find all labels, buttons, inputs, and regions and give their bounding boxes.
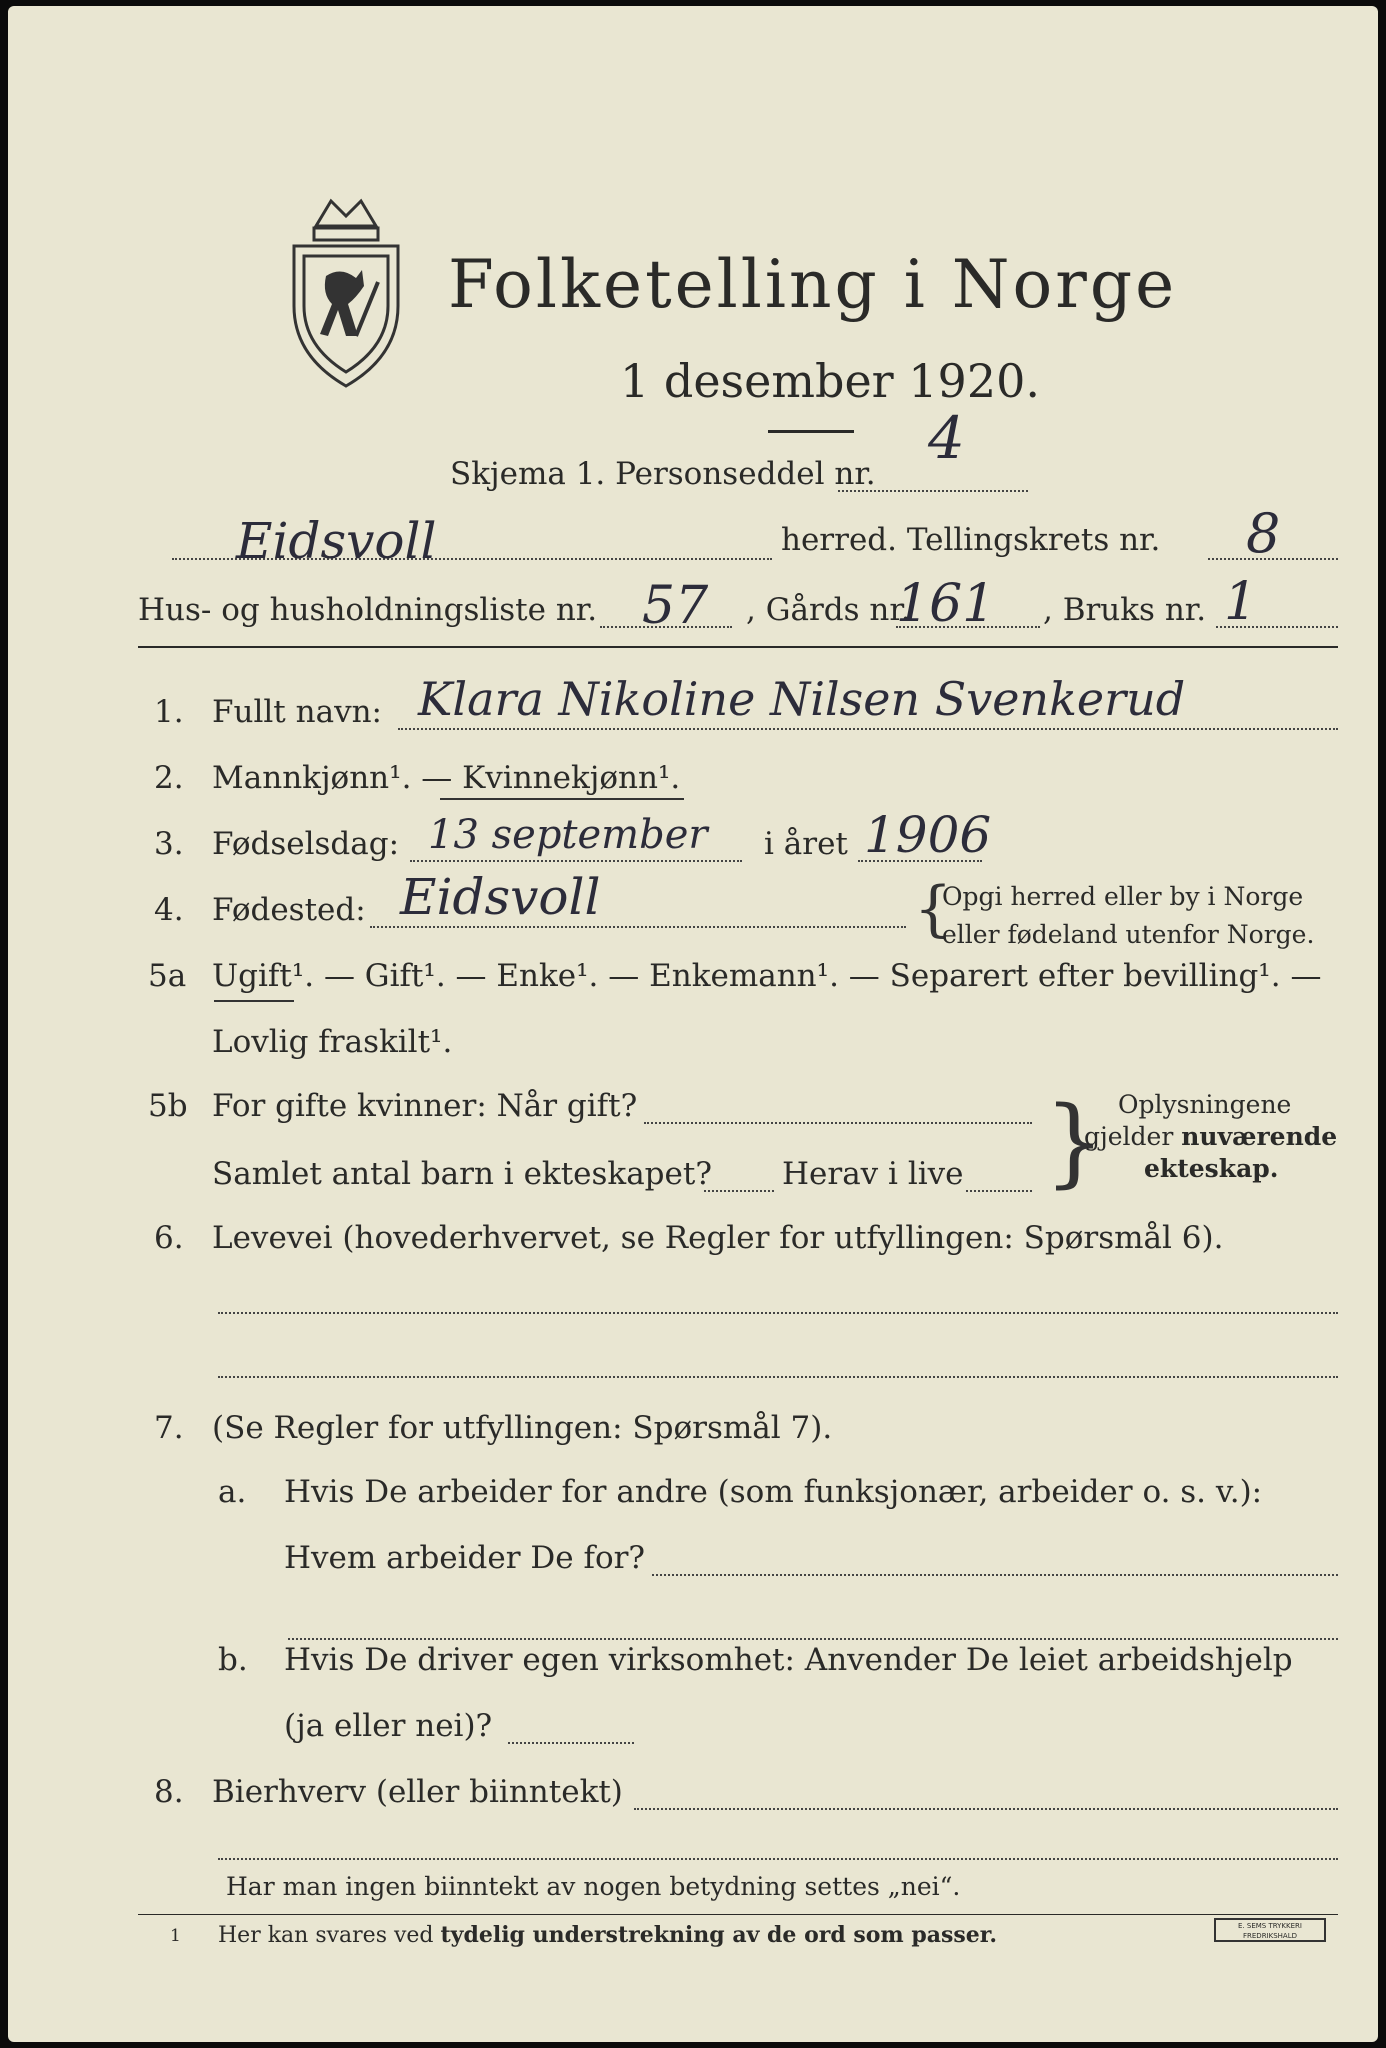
q7a-label: Hvis De arbeider for andre (som funksjonær, arbeider o. s. v.):	[284, 1474, 1263, 1510]
holding-number-label: , Bruks nr.	[1043, 592, 1207, 628]
census-district-number: 8	[1246, 502, 1281, 565]
marital-underline-mark	[214, 1000, 294, 1002]
census-form: Folketelling i Norge 1 desember 1920. Skjema 1. Personseddel nr. 4 Eidsvoll herred. Tellingskrets nr. 8 Hus- og husholdningsliste nr. 57 , Gårds nr. 161 , Bruks nr. 1 1. Fullt navn: Klara Nikoline Nilsen Svenkerud 2. Mannkjønn¹. — Kvinnekjønn¹. 3. Fødselsdag: 13 september i året 1906 4. Fødested: Eidsvoll { Opgi herred eller by i Norge eller fødeland utenfor Norge. 5a Ugift¹. — Gift¹. — Enke¹. — Enkemann¹. — Separert efter bevilling¹. — Lovlig fraskilt¹. 5b For gifte kvinner: Når gift? Samlet antal barn i ekteskapet? Herav i live } Oplysningene gjelder nuværende ekteskap. 6. Levevei (hovederhvervet, se Regler for utfyllingen: Spørsmål 6). 7. (Se Regler for utfyllingen: Spørsmål 7). a. Hvis De arbeider for andre (som funksjonær, arbeider o. s. v.): Hvem arbeider De for? b. Hvis De driver egen virksomhet: Anvender De leiet arbeidshjelp (ja eller nei)? 8. Bierhverv (eller biinntekt) Har man ingen biinntekt av nogen betydning settes „nei“. 1 Her kan svares ved tydelig understrekning av de ord som passer. E. SEMS TRYKKERI FREDRIKSHALD	[8, 6, 1378, 2042]
birthplace-value: Eidsvoll	[400, 868, 601, 926]
holding-number: 1	[1224, 572, 1258, 632]
birth-date-label: Fødselsdag:	[212, 826, 400, 862]
schema-label: Skjema 1. Personseddel nr.	[450, 456, 876, 492]
sex-underline-mark	[440, 798, 684, 800]
children-alive-label: Herav i live	[782, 1156, 964, 1192]
birthplace-note-1: Opgi herred eller by i Norge	[942, 882, 1304, 911]
birth-date-value: 13 september	[428, 812, 708, 858]
sex-options: Mannkjønn¹. — Kvinnekjønn¹.	[212, 760, 681, 796]
full-name-value: Klara Nikoline Nilsen Svenkerud	[418, 672, 1186, 726]
municipality-label: herred. Tellingskrets nr.	[781, 522, 1161, 558]
full-name-label: Fullt navn:	[212, 694, 382, 730]
household-list-number: 57	[642, 576, 709, 636]
q7b-yes-no-label: (ja eller nei)?	[284, 1708, 493, 1744]
municipality-value: Eidsvoll	[236, 512, 437, 570]
children-count-label: Samlet antal barn i ekteskapet?	[212, 1156, 712, 1192]
printer-stamp: E. SEMS TRYKKERI FREDRIKSHALD	[1214, 1918, 1326, 1942]
birthplace-note-2: eller fødeland utenfor Norge.	[942, 920, 1315, 949]
marital-status-options-cont: Lovlig fraskilt¹.	[212, 1024, 453, 1060]
q7b-label: Hvis De driver egen virksomhet: Anvender De leiet arbeidshjelp	[284, 1642, 1293, 1678]
marriage-note-2: gjelder nuværende	[1084, 1122, 1338, 1151]
secondary-income-label: Bierhverv (eller biinntekt)	[212, 1774, 623, 1810]
marriage-note-1: Oplysningene	[1118, 1090, 1292, 1119]
marriage-note-3: ekteskap.	[1144, 1154, 1279, 1183]
married-when-label: For gifte kvinner: Når gift?	[212, 1088, 638, 1124]
footnote: Her kan svares ved tydelig understrekning av de ord som passer.	[218, 1922, 998, 1948]
household-list-label: Hus- og husholdningsliste nr.	[138, 592, 598, 628]
secondary-income-note: Har man ingen biinntekt av nogen betydning settes „nei“.	[226, 1872, 961, 1901]
header-rule	[138, 646, 1338, 648]
birthplace-label: Fødested:	[212, 892, 366, 928]
birth-year-label: i året	[764, 826, 848, 862]
farm-number-label: , Gårds nr.	[746, 592, 911, 628]
footer-rule	[138, 1914, 1338, 1915]
footnote-marker: 1	[170, 1926, 181, 1946]
employer-label: Hvem arbeider De for?	[284, 1540, 646, 1576]
marital-status-options: Ugift¹. — Gift¹. — Enke¹. — Enkemann¹. — Separert efter bevilling¹. —	[212, 958, 1322, 994]
title-divider	[768, 430, 854, 433]
norwegian-coat-of-arms-icon	[286, 186, 406, 396]
occupation-label: Levevei (hovederhvervet, se Regler for utfyllingen: Spørsmål 6).	[212, 1220, 1224, 1256]
q7-label: (Se Regler for utfyllingen: Spørsmål 7).	[212, 1410, 833, 1446]
birth-year-value: 1906	[864, 806, 992, 864]
form-title: Folketelling i Norge	[448, 246, 1178, 323]
person-card-number: 4	[928, 404, 965, 472]
census-date: 1 desember 1920.	[620, 354, 1040, 408]
farm-number: 161	[896, 574, 996, 634]
